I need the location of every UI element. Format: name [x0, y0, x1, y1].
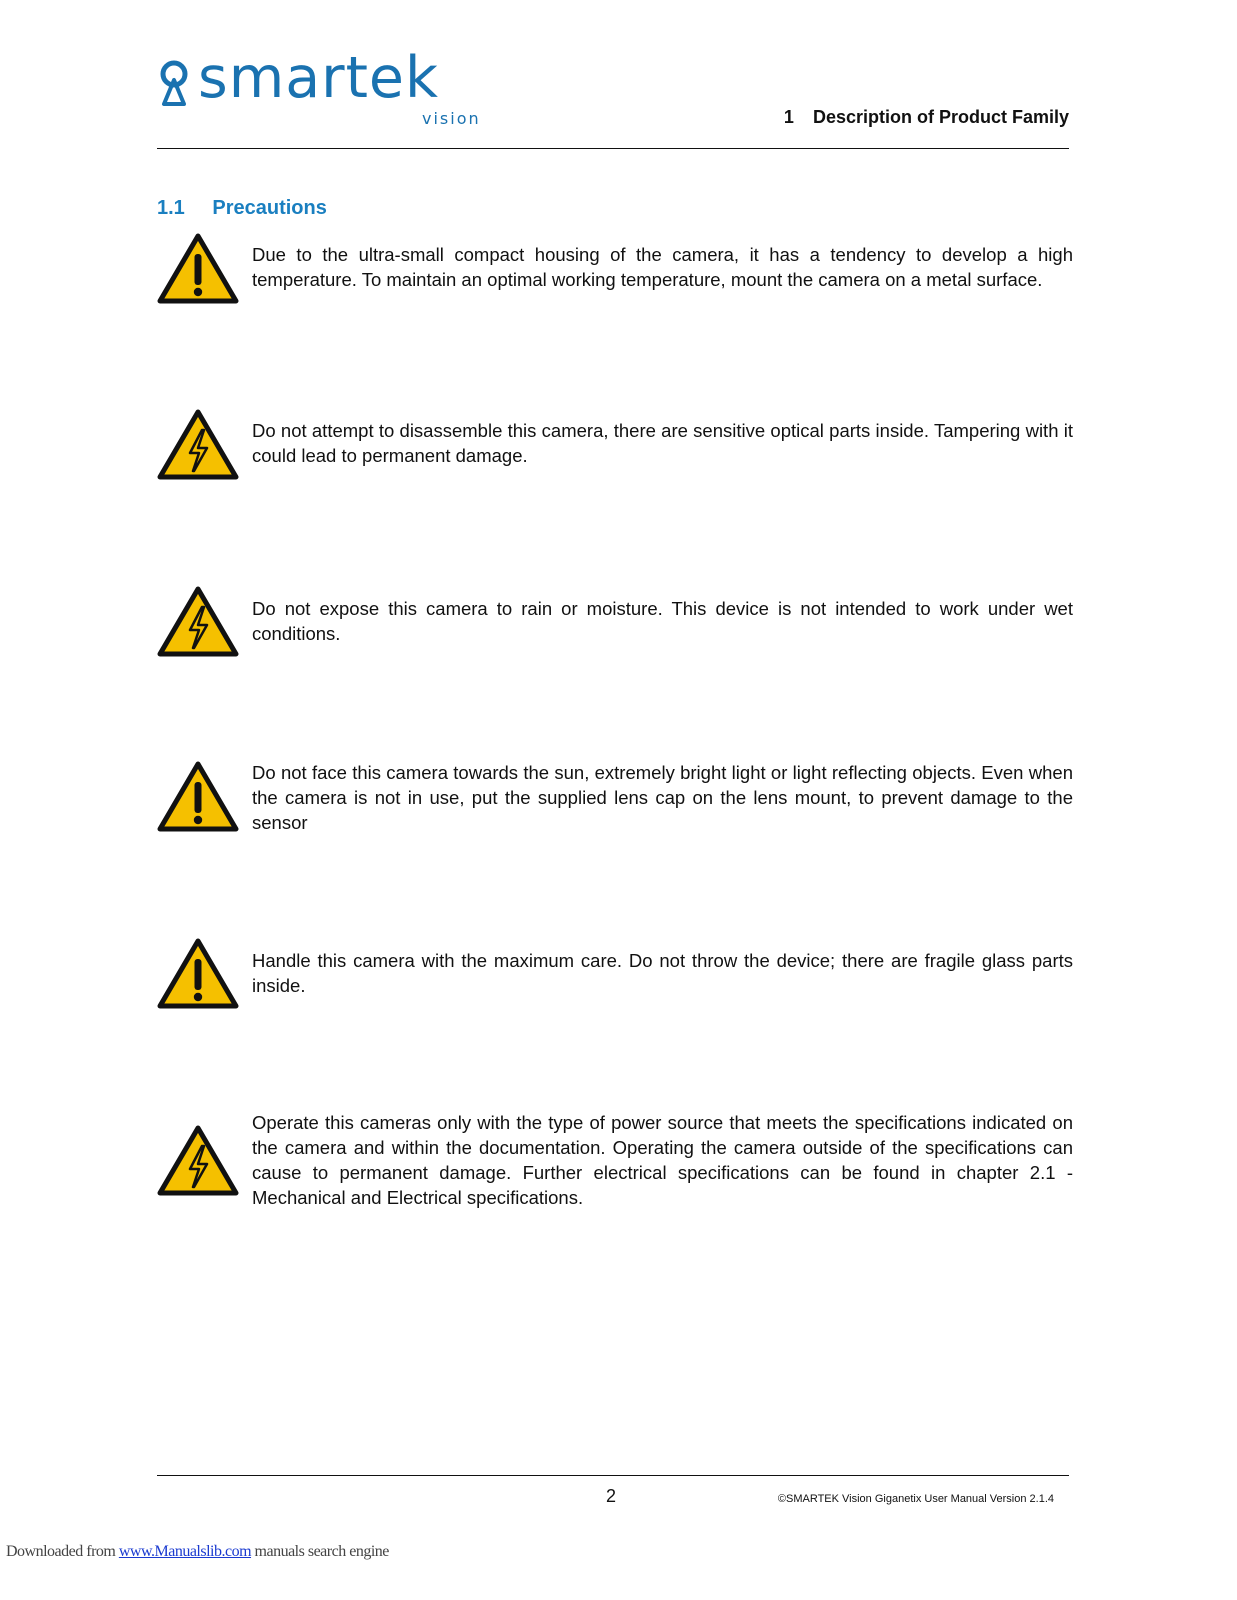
page-number: 2 [606, 1486, 617, 1506]
logo-sub-text: vision [422, 109, 481, 128]
download-suffix: manuals search engine [251, 1543, 389, 1560]
download-prefix: Downloaded from [6, 1543, 119, 1560]
warning-text: Due to the ultra-small compact housing of the camera, it has a tendency to develop a high temperature. To maintain an optimal working temperature, mount the camera on a metal surface. [252, 244, 1073, 290]
chapter-number: 1 [783, 107, 794, 127]
exclamation-icon [157, 760, 239, 832]
logo-brand-text: smartek [198, 45, 440, 111]
section-number: 1.1 [157, 197, 185, 219]
warning-text: Operate this cameras only with the type of power source that meets the specifications indicated on the camera and within the documentation. Operating the camera outside of the specifications can cause to permanent damage. Further electrical specifications can be found in chapter 2.1 - Mechanical and Electrical specifications. [252, 1112, 1073, 1208]
smartek-logo [158, 45, 498, 128]
section-heading [157, 197, 327, 220]
chapter-title: Description of Product Family [812, 107, 1069, 127]
warning-text: Do not expose this camera to rain or moisture. This device is not intended to work under wet conditions. [252, 598, 1073, 644]
section-title: Precautions [212, 197, 327, 219]
lightning-icon [157, 585, 239, 657]
exclamation-icon [157, 232, 239, 304]
manualslib-link[interactable]: www.Manualslib.com [118, 1543, 252, 1560]
lightning-icon [157, 408, 239, 480]
warning-text: Do not face this camera towards the sun, extremely bright light or light reflecting objects. Even when the camera is not in use, put the supplied lens cap on the lens mount, to prevent damage to the sensor [252, 762, 1073, 833]
copyright-notice: ©SMARTEK Vision Giganetix User Manual Version 2.1.4 [777, 1493, 1054, 1505]
running-header [784, 107, 1069, 128]
exclamation-icon [157, 937, 239, 1009]
header-divider [157, 148, 1069, 149]
warning-text: Do not attempt to disassemble this camera, there are sensitive optical parts inside. Tampering with it could lead to permanent damage. [252, 420, 1073, 466]
lightning-icon [157, 1124, 239, 1196]
warning-text: Handle this camera with the maximum care. Do not throw the device; there are fragile glass parts inside. [252, 950, 1073, 996]
footer-divider [157, 1475, 1069, 1476]
download-footer [6, 1543, 389, 1561]
logo-mark-icon [158, 60, 198, 108]
